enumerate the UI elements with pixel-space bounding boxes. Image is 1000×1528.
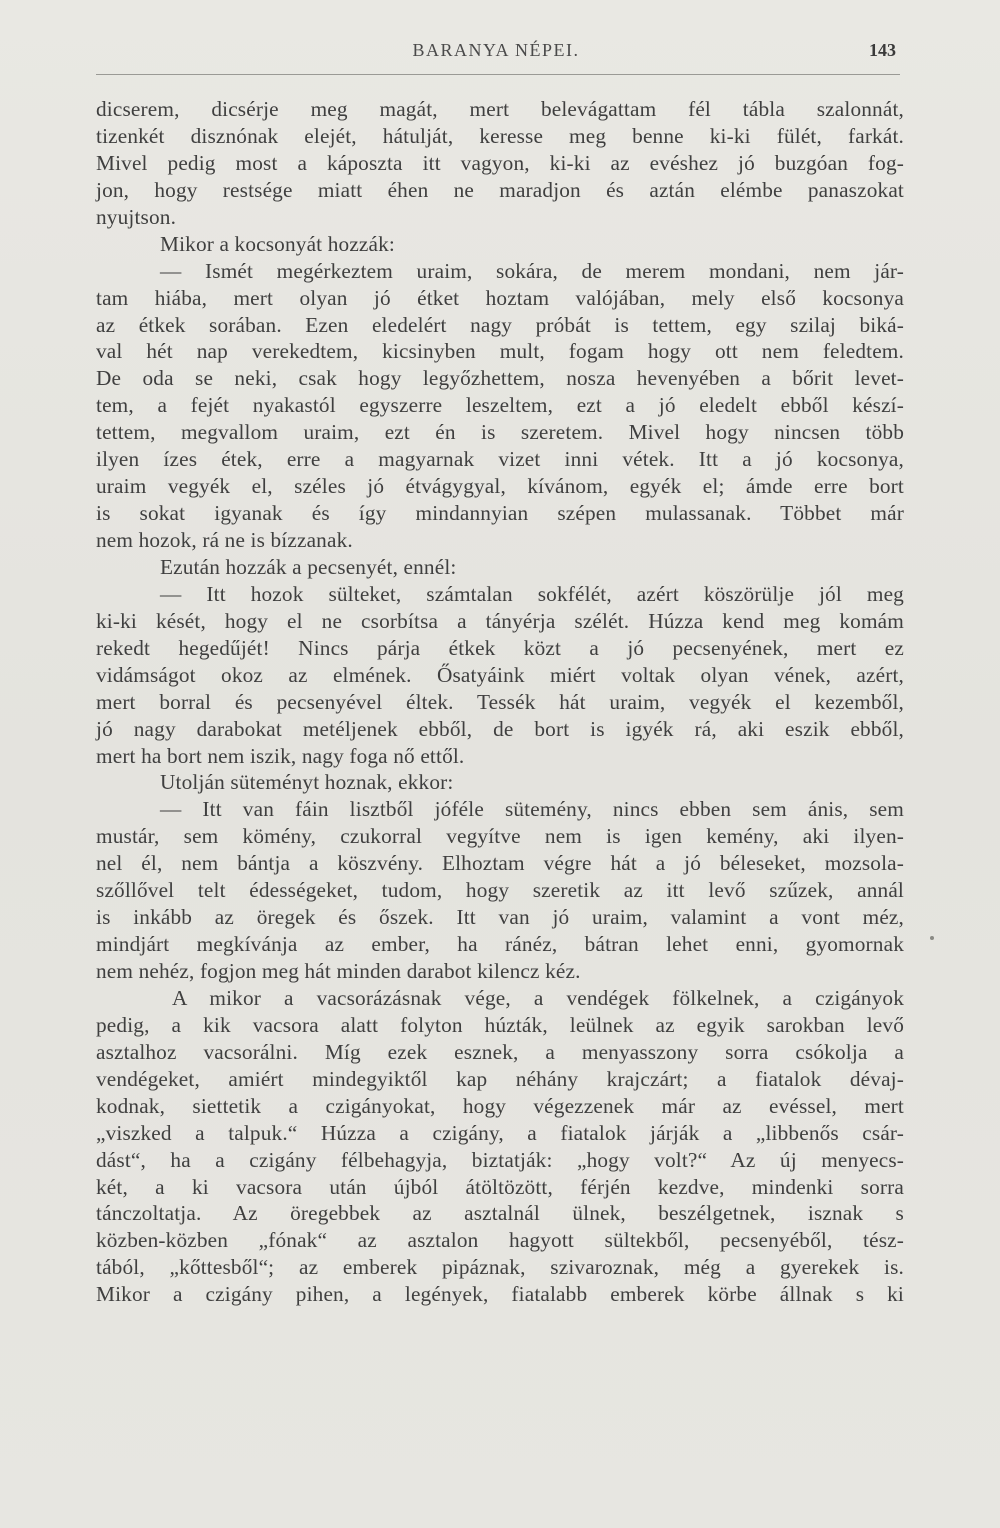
- text-line: kodnak, siettetik a czigányokat, hogy végezzenek már az evéssel, mert: [96, 1093, 904, 1118]
- text-line: tem, a fejét nyakastól egyszerre leszeltem, ezt a jó eledelt ebből készí-: [96, 393, 904, 418]
- text-line: nel él, nem bántja a köszvény. Elhoztam végre hát a jó béleseket, mozsola-: [96, 851, 904, 876]
- text-line: tizenkét disznónak elejét, hátulját, keresse meg benne ki-ki fülét, farkát.: [96, 123, 904, 148]
- text-line: nem nehéz, fogjon meg hát minden darabot kilencz kéz.: [96, 959, 581, 983]
- text-line: nem hozok, rá ne is bízzanak.: [96, 528, 353, 552]
- text-line: tam hiába, mert olyan jó étket hoztam valójában, mely első kocsonya: [96, 285, 904, 310]
- text-line: mert ha bort nem iszik, nagy foga nő ettől.: [96, 743, 465, 768]
- running-head: [96, 36, 896, 72]
- text-line: az étkek sorában. Ezen eledelért nagy próbát is tettem, egy szilaj biká-: [96, 312, 904, 337]
- text-line: vendégeket, amiért mindegyiktől kap néhány krajczárt; a fiatalok dévaj-: [96, 1066, 904, 1091]
- text-line: mustár, sem kömény, czukorral vegyítve nem is igen kemény, aki ilyen-: [96, 824, 904, 849]
- text-line: szőllővel telt édességeket, tudom, hogy szeretik az itt levő szűzek, annál: [96, 878, 904, 903]
- text-line: „viszked a talpuk.“ Húzza a czigány, a fiatalok járják a „libbenős csár-: [96, 1120, 904, 1145]
- text-line: is inkább az öregek és őszek. Itt van jó uraim, valamint a vont méz,: [96, 905, 904, 930]
- text-line: jon, hogy restsége miatt éhen ne maradjon és aztán elémbe panaszokat: [96, 177, 904, 202]
- text-line: tából, „kőttesből“; az emberek pipáznak, szivaroznak, még a gyerekek is.: [96, 1255, 904, 1280]
- running-title: BARANYA NÉPEI.: [412, 40, 580, 60]
- text-line: közben-közben „fónak“ az asztalon hagyott sültekből, pecsenyéből, tész-: [96, 1228, 904, 1253]
- text-line: pedig, a kik vacsora alatt folyton húzták, leülnek az egyik sarokban levő: [96, 1012, 904, 1037]
- text-line: tettem, megvallom uraim, ezt én is szeretem. Mivel hogy nincsen több: [96, 420, 904, 445]
- text-line: Utolján süteményt hoznak, ekkor:: [160, 770, 454, 795]
- text-line: két, a ki vacsora után újból átöltözött, férjén kezdve, mindenki sorra: [96, 1174, 904, 1199]
- text-line: vidámságot okoz az elmének. Ősatyáink miért voltak olyan vének, azért,: [96, 662, 904, 687]
- text-line: rekedt hegedűjét! Nincs párja étkek közt a jó pecsenyének, mert ez: [96, 635, 904, 660]
- text-line: ki-ki kését, hogy el ne csorbítsa a tányérja szélét. Húzza kend meg komám: [96, 608, 904, 633]
- text-line: is sokat igyanak és így mindannyian szépen mulassanak. Többet már: [96, 501, 904, 526]
- text-line: asztalhoz vacsorálni. Míg ezek esznek, a menyasszony sorra csókolja a: [96, 1039, 904, 1064]
- text-line: nyujtson.: [96, 204, 177, 229]
- body-text: [96, 96, 904, 1308]
- text-line: ilyen ízes étek, erre a magyarnak vizet inni vétek. Itt a jó kocsonya,: [96, 447, 904, 472]
- page-number: 143: [869, 40, 896, 60]
- text-line: De oda se neki, csak hogy legyőzhettem, nosza hevenyében a bőrit levet-: [96, 366, 904, 391]
- text-line: — Itt van fáin lisztből jóféle sütemény, nincs ebben sem ánis, sem: [160, 797, 904, 822]
- text-line: mindjárt megkívánja az ember, ha ránéz, bátran lehet enni, gyomornak: [96, 932, 904, 957]
- margin-speck: [930, 936, 934, 940]
- text-line: — Ismét megérkeztem uraim, sokára, de merem mondani, nem jár-: [160, 258, 904, 283]
- text-line: Mivel pedig most a káposzta itt vagyon, ki-ki az evéshez jó buzgóan fog-: [96, 150, 904, 175]
- text-line: tánczoltatja. Az öregebbek az asztalnál ülnek, beszélgetnek, isznak s: [96, 1201, 904, 1226]
- text-line: dicserem, dicsérje meg magát, mert belevágattam fél tábla szalonnát,: [96, 97, 904, 121]
- header-rule: [96, 74, 900, 75]
- text-line: jó nagy darabokat metéljenek ebből, de bort is igyék rá, aki eszik ebből,: [96, 716, 904, 741]
- text-line: Ezután hozzák a pecsenyét, ennél:: [160, 554, 457, 579]
- text-line: val hét nap verekedtem, kicsinyben mult, fogam hogy ott nem feledtem.: [96, 339, 904, 364]
- text-line: A mikor a vacsorázásnak vége, a vendégek fölkelnek, a czigányok: [172, 985, 904, 1010]
- text-line: Mikor a czigány pihen, a legények, fiatalabb emberek körbe állnak s ki: [96, 1282, 904, 1307]
- text-line: mert borral és pecsenyével éltek. Tessék hát uraim, vegyék el kezemből,: [96, 689, 904, 714]
- text-line: — Itt hozok sülteket, számtalan sokfélét, azért köszörülje jól meg: [160, 581, 904, 606]
- text-line: uraim vegyék el, széles jó étvágygyal, kívánom, egyék el; ámde erre bort: [96, 474, 904, 499]
- text-line: Mikor a kocsonyát hozzák:: [160, 231, 395, 256]
- text-line: dást“, ha a czigány félbehagyja, biztatják: „hogy volt?“ Az új menyecs-: [96, 1147, 904, 1172]
